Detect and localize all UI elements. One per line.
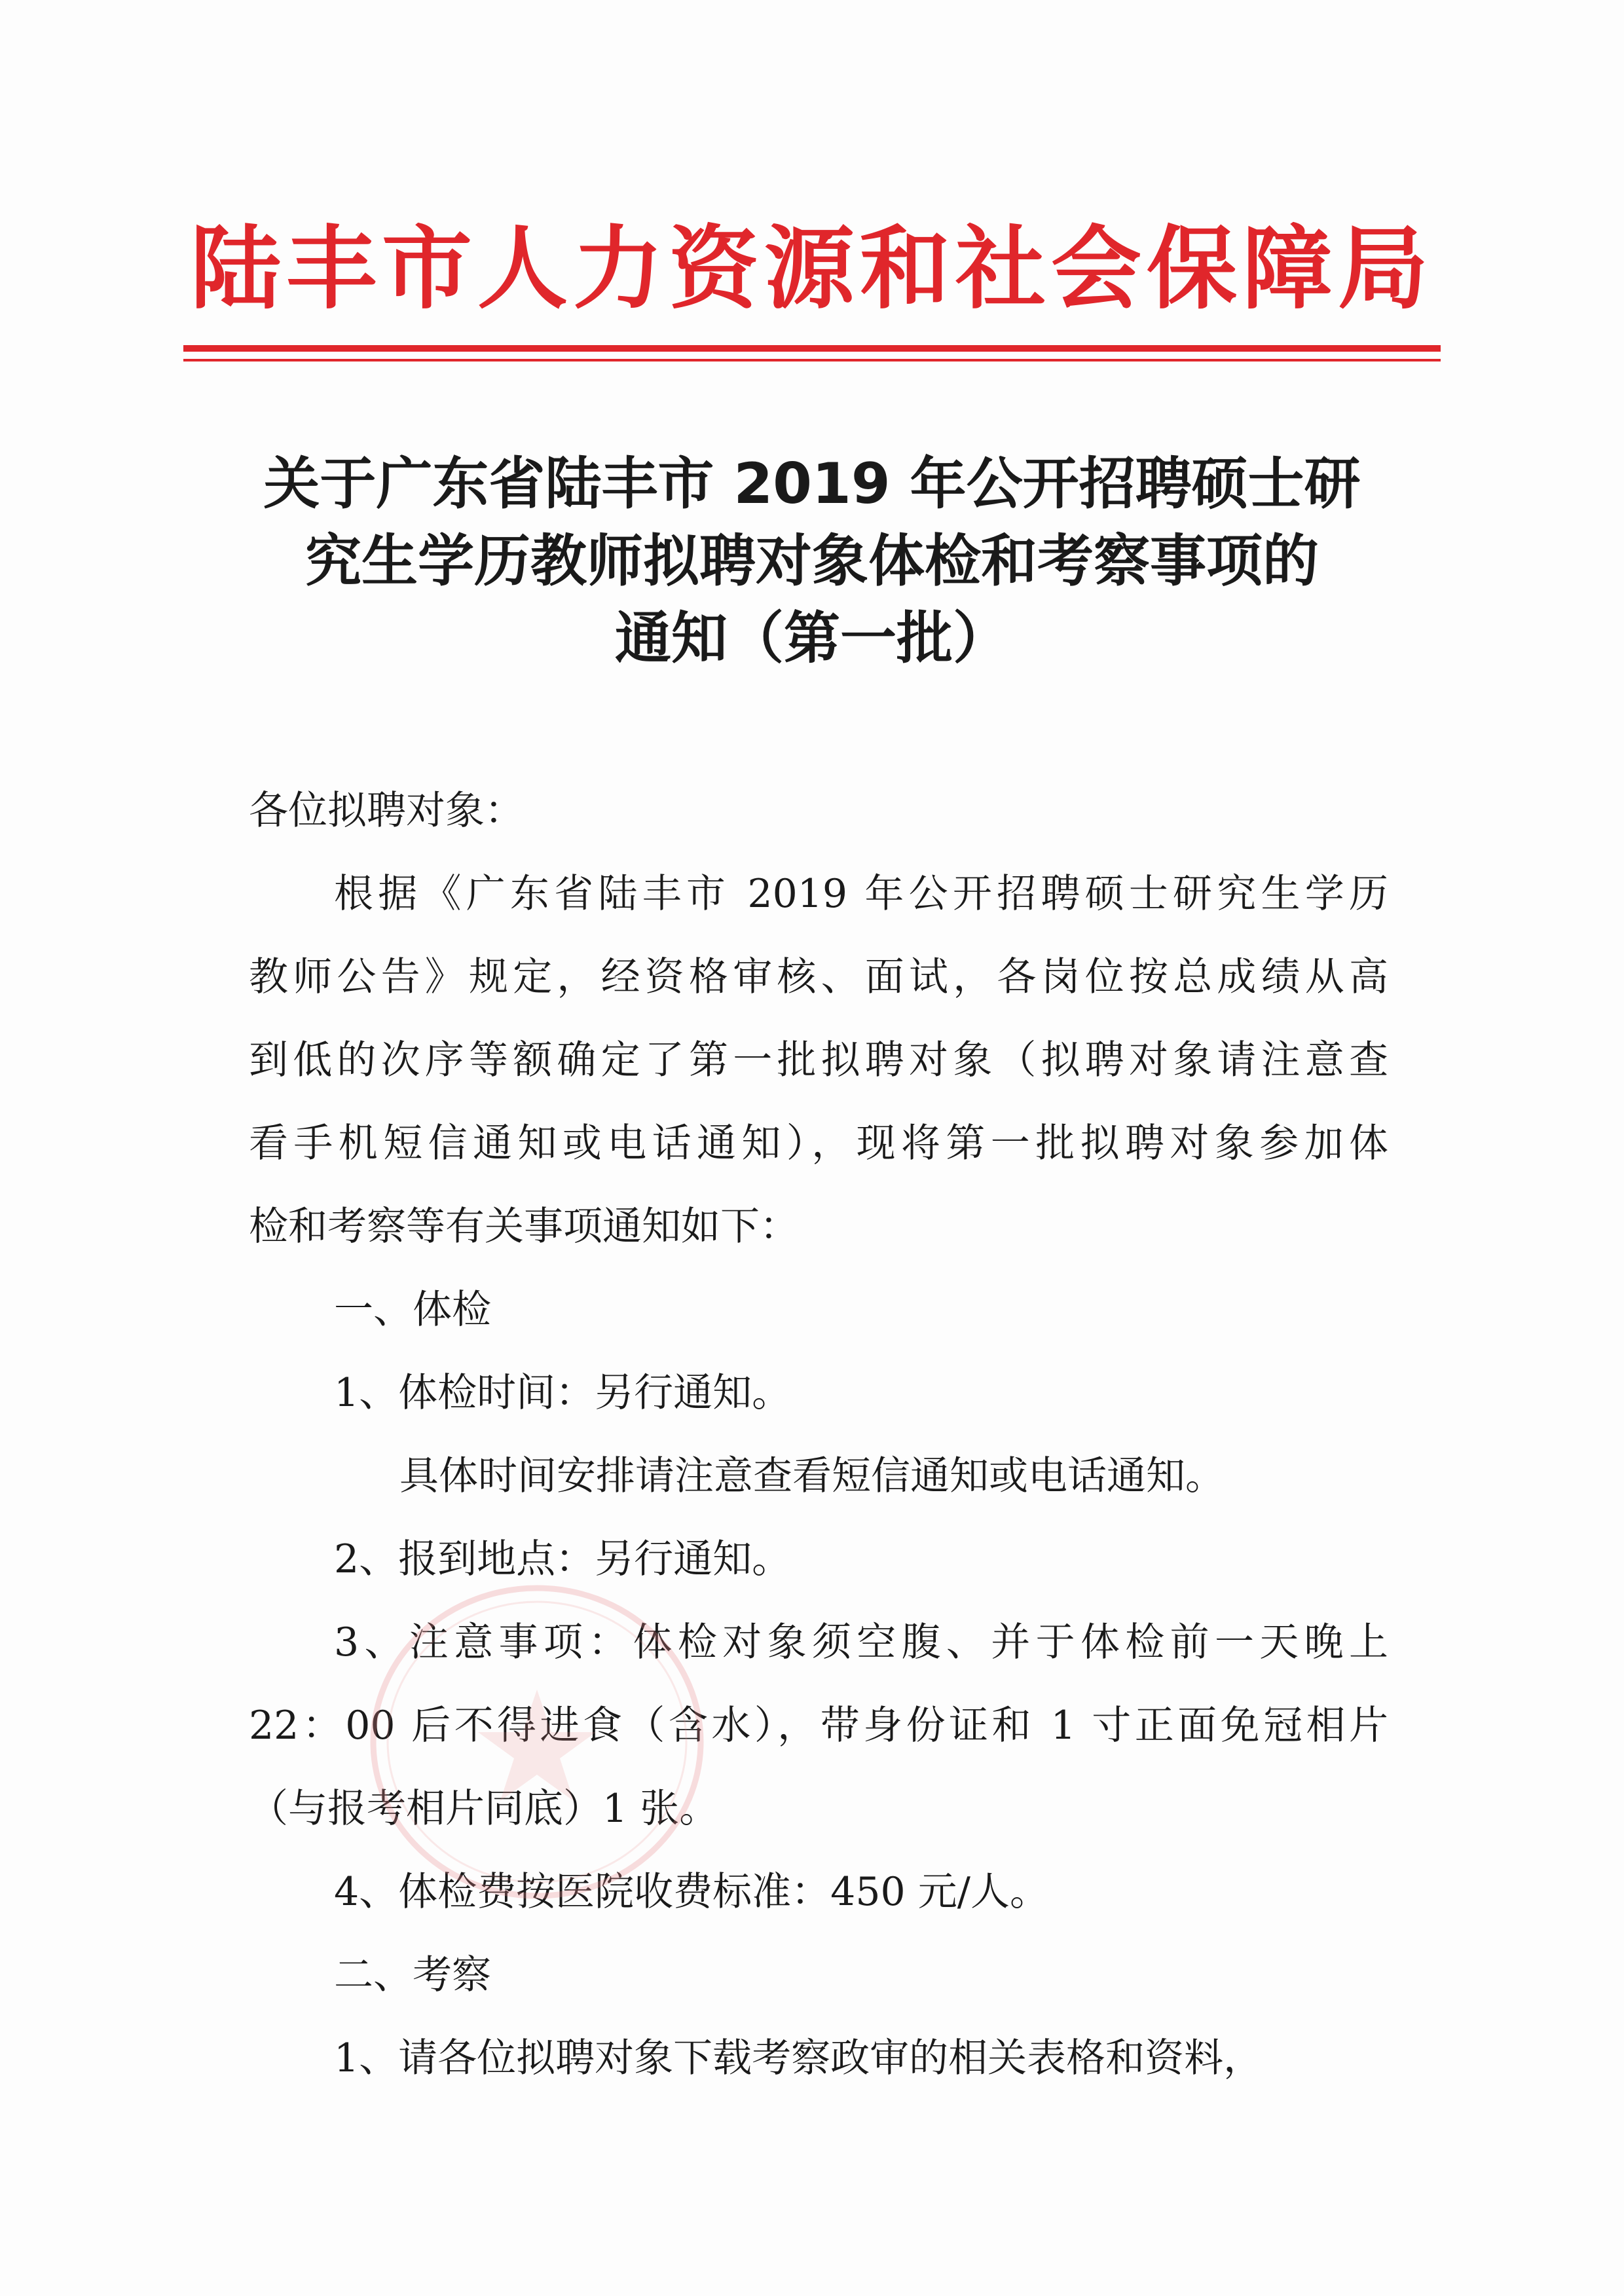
intro-line: 看手机短信通知或电话通知），现将第一批拟聘对象参加体	[249, 1120, 1388, 1166]
intro-line: 检和考察等有关事项通知如下：	[249, 1204, 799, 1250]
salutation: 各位拟聘对象：	[249, 788, 524, 834]
section1-heading: 一、体检	[334, 1287, 491, 1333]
section1-item3-line: 3、注意事项：体检对象须空腹、并于体检前一天晚上	[334, 1620, 1388, 1665]
section2-heading: 二、考察	[334, 1952, 491, 1998]
section2-item1: 1、请各位拟聘对象下载考察政审的相关表格和资料，	[334, 2035, 1263, 2081]
intro-line: 教师公告》规定，经资格审核、面试，各岗位按总成绩从高	[249, 954, 1388, 1000]
section1-item2: 2、报到地点：另行通知。	[334, 1536, 792, 1582]
intro-line: 到低的次序等额确定了第一批拟聘对象（拟聘对象请注意查	[249, 1037, 1388, 1083]
letterhead-red-rule-thin	[183, 359, 1441, 361]
section1-item4: 4、体检费按医院收费标准：450 元/人。	[334, 1869, 1049, 1915]
notice-title-line: 关于广东省陆丰市 2019 年公开招聘硕士研	[263, 451, 1361, 517]
intro-line: 根据《广东省陆丰市 2019 年公开招聘硕士研究生学历	[334, 871, 1388, 917]
notice-title-line: 通知（第一批）	[615, 606, 1009, 671]
notice-body	[249, 769, 1388, 2100]
section1-item3-line: （与报考相片同底）1 张。	[249, 1786, 719, 1832]
letterhead-issuer: 陆丰市人力资源和社会保障局	[190, 215, 1433, 322]
notice-title	[216, 445, 1408, 677]
letterhead-red-rule-thick	[183, 345, 1441, 352]
section1-item1-note: 具体时间安排请注意查看短信通知或电话通知。	[399, 1453, 1225, 1499]
section1-item1: 1、体检时间：另行通知。	[334, 1370, 792, 1416]
notice-title-line: 究生学历教师拟聘对象体检和考察事项的	[305, 528, 1319, 594]
section1-item3-line: 22：00 后不得进食（含水），带身份证和 1 寸正面免冠相片	[249, 1703, 1388, 1749]
